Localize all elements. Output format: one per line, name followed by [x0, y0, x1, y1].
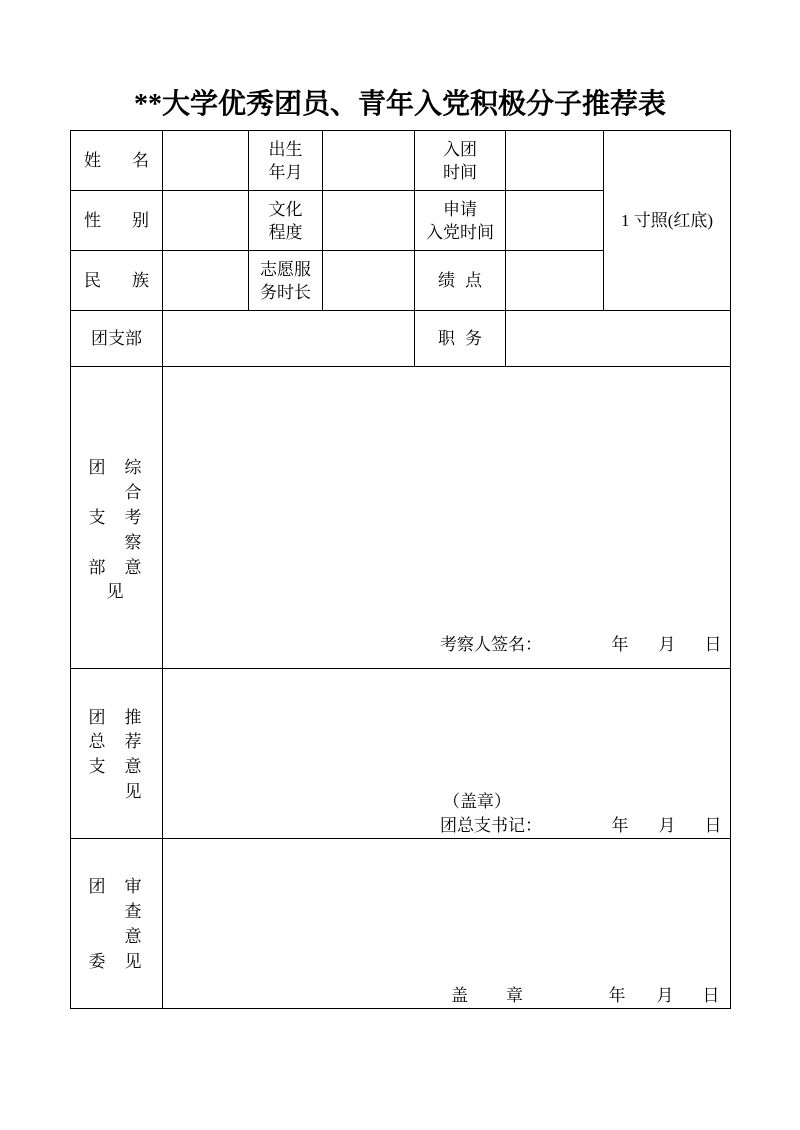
label-char: 荐 [124, 732, 142, 751]
committee-review-label [71, 839, 163, 1009]
gender-label: 性 别 [84, 211, 149, 230]
date-month: 月 [658, 635, 676, 654]
label-char: 意 [124, 927, 142, 946]
date-day: 日 [704, 816, 722, 835]
position-label: 职 务 [438, 329, 482, 348]
label-line: 文化 [268, 199, 303, 219]
label-char: 团 [88, 708, 106, 727]
label-line: 申请 [443, 199, 477, 219]
gpa-field[interactable] [506, 251, 604, 311]
date-year: 年 [611, 635, 629, 654]
label-char: 部 [88, 558, 106, 577]
label-char: 合 [124, 483, 142, 502]
label-char: 支 [88, 508, 106, 527]
name-label: 姓 名 [84, 151, 149, 170]
ethnicity-label-cell [71, 251, 163, 311]
label-char: 委 [88, 952, 106, 971]
date-day: 日 [702, 986, 720, 1005]
gpa-label-cell [415, 251, 506, 311]
league-join-date-label [415, 131, 506, 191]
general-branch-recommendation-area[interactable] [163, 669, 731, 839]
education-label [249, 191, 323, 251]
volunteer-hours-label [249, 251, 323, 311]
label-char: 团 [88, 877, 106, 896]
date-year: 年 [608, 986, 626, 1005]
volunteer-hours-field[interactable] [323, 251, 415, 311]
label-char: 团 [88, 458, 106, 477]
label-char: 见 [124, 782, 142, 801]
birth-date-field[interactable] [323, 131, 415, 191]
date-month: 月 [658, 816, 676, 835]
gender-label-cell [71, 191, 163, 251]
ethnicity-label: 民 族 [84, 271, 149, 290]
name-label-cell [71, 131, 163, 191]
general-branch-recommendation-label [71, 669, 163, 839]
name-field[interactable] [163, 131, 249, 191]
birth-date-label [249, 131, 323, 191]
party-application-date-field[interactable] [506, 191, 604, 251]
label-line: 出生 [268, 139, 303, 159]
label-char: 意 [124, 757, 142, 776]
label-line: 志愿服 [260, 259, 311, 279]
stamp-note: （盖章） [443, 792, 511, 811]
label-char: 察 [124, 533, 142, 552]
reviewer-signature-label: 考察人签名： [440, 635, 542, 654]
stamp-label: 盖 章 [451, 986, 523, 1005]
branch-review-label [71, 367, 163, 669]
label-line: 年月 [268, 162, 303, 182]
recommendation-form [70, 130, 731, 1009]
gpa-label: 绩 点 [438, 271, 482, 290]
league-branch-label: 团支部 [91, 329, 142, 348]
label-char: 查 [124, 902, 142, 921]
label-char: 支 [88, 757, 106, 776]
party-application-date-label [415, 191, 506, 251]
position-field[interactable] [506, 311, 731, 367]
page-title: **大学优秀团员、青年入党积极分子推荐表 [133, 89, 666, 120]
label-line: 务时长 [260, 282, 311, 302]
league-branch-field[interactable] [163, 311, 415, 367]
date-year: 年 [611, 816, 629, 835]
photo-placeholder[interactable] [604, 131, 731, 311]
label-char: 综 [124, 458, 142, 477]
gender-field[interactable] [163, 191, 249, 251]
label-char: 见 [124, 952, 142, 971]
position-label-cell [415, 311, 506, 367]
league-branch-label-cell [71, 311, 163, 367]
label-char: 审 [124, 877, 142, 896]
label-char: 意 [124, 558, 142, 577]
label-char: 推 [124, 708, 142, 727]
branch-review-area[interactable] [163, 367, 731, 669]
label-char: 见 [106, 582, 124, 601]
education-field[interactable] [323, 191, 415, 251]
date-day: 日 [704, 635, 722, 654]
league-join-date-field[interactable] [506, 131, 604, 191]
label-char: 总 [88, 732, 106, 751]
ethnicity-field[interactable] [163, 251, 249, 311]
label-line: 入团 [443, 139, 477, 159]
label-char: 考 [124, 508, 142, 527]
label-line: 时间 [443, 162, 477, 182]
date-month: 月 [656, 986, 674, 1005]
photo-label: 1 寸照(红底) [620, 211, 714, 230]
label-line: 入党时间 [426, 222, 494, 242]
committee-review-area[interactable] [163, 839, 731, 1009]
label-line: 程度 [268, 222, 303, 242]
secretary-signature-label: 团总支书记： [440, 816, 542, 835]
